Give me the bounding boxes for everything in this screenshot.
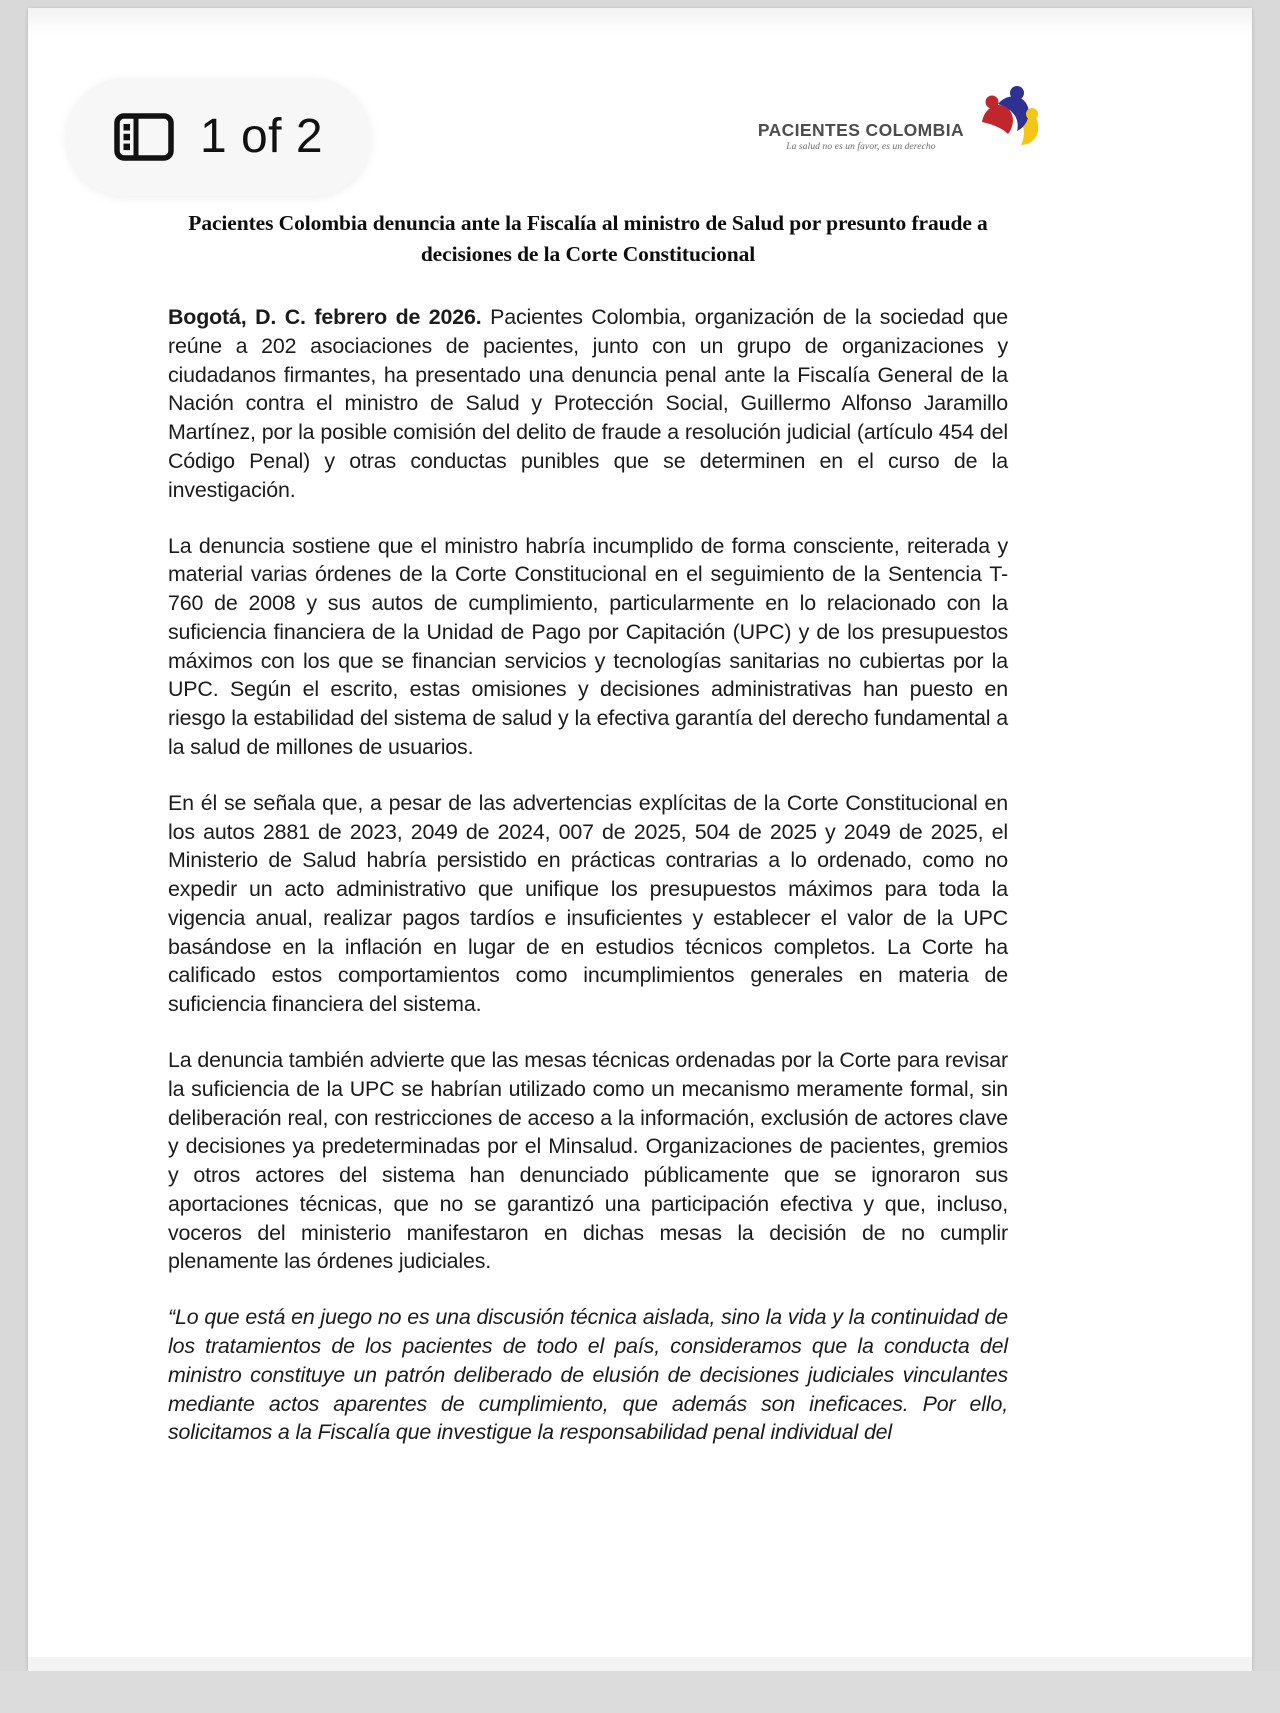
page-indicator-label: 1 of 2 xyxy=(199,110,324,163)
organization-logo xyxy=(758,82,1044,156)
document-body xyxy=(168,208,1008,1447)
people-figures-emblem-icon xyxy=(970,82,1044,156)
paragraph-3: En él se señala que, a pesar de las advertencias explícitas de la Corte Constitucional en los autos 2881 de 2023, 2049 de 2024, 007 de 2025, 504 de 2025 y 2049 de 2025, el Ministerio de Salud habría persistido en prácticas contrarias a lo ordenado, como no expedir un acto administrativo que unifique los presupuestos máximos para toda la vigencia anual, realizar pagos tardíos e insuficientes y establecer el valor de la UPC basándose en la inflación en lugar de en estudios técnicos completos. La Corte ha calificado estos comportamientos como incumplimientos generales en materia de suficiencia financiera del sistema. xyxy=(168,790,1008,1017)
paragraph-5-quote: “Lo que está en juego no es una discusión técnica aislada, sino la vida y la continuidad de los tratamientos de los pacientes de todo el país, consideramos que la conducta del ministro constituye un patrón deliberado de elusión de decisiones judiciales vinculantes mediante actos aparentes de cumplimiento, que además son ineficaces. Por ello, solicitamos a la Fiscalía que investigue la responsabilidad penal individual del xyxy=(168,1305,1008,1445)
viewer-bottom-bar xyxy=(0,1671,1280,1713)
paragraph-1-text: Pacientes Colombia, organización de la sociedad que reúne a 202 asociaciones de pacientes, junto con un grupo de organizaciones y ciudadanos firmantes, ha presentado una denuncia penal ante la Fiscalía General de la Nación contra el ministro de Salud y Protección Social, Guillermo Alfonso Jaramillo Martínez, por la posible comisión del delito de fraude a resolución judicial (artículo 454 del Código Penal) y otras conductas punibles que se determinen en el curso de la investigación. xyxy=(168,305,1008,502)
dateline: Bogotá, D. C. febrero de 2026. xyxy=(168,305,482,330)
page-indicator-pill[interactable] xyxy=(66,78,371,196)
logo-wordmark: PACIENTES COLOMBIA xyxy=(757,120,964,140)
paragraph-2: La denuncia sostiene que el ministro habría incumplido de forma consciente, reiterada y material varias órdenes de la Corte Constitucional en el seguimiento de la Sentencia T-760 de 2008 y sus autos de cumplimiento, particularmente en lo relacionado con la suficiencia financiera de la Unidad de Pago por Capitación (UPC) y de los presupuestos máximos con los que se financian servicios y tecnologías sanitarias no cubiertas por la UPC. Según el escrito, estas omisiones y decisiones administrativas han puesto en riesgo la estabilidad del sistema de salud y la efectiva garantía del derecho fundamental a la salud de millones de usuarios. xyxy=(168,533,1008,759)
logo-text-block xyxy=(758,122,964,156)
page-bottom-edge xyxy=(28,1657,1252,1671)
logo-tagline: La salud no es un favor, es un derecho xyxy=(786,141,936,152)
paragraph-4: La denuncia también advierte que las mesas técnicas ordenadas por la Corte para revisar la suficiencia de la UPC se habrían utilizado como un mecanismo meramente formal, sin deliberación real, con restricciones de acceso a la información, exclusión de actores clave y decisiones ya predeterminadas por el Minsalud. Organizaciones de pacientes, gremios y otros actores del sistema han denunciado públicamente que se ignoraron sus aportaciones técnicas, que no se garantizó una participación efectiva y que, incluso, voceros del ministerio manifestaron en dichas mesas la decisión de no cumplir plenamente las órdenes judiciales. xyxy=(168,1048,1008,1274)
paragraph-1 xyxy=(168,303,1008,504)
sidebar-thumbnails-icon[interactable] xyxy=(114,113,174,161)
document-title: Pacientes Colombia denuncia ante la Fiscalía al ministro de Salud por presunto fraude a decisiones de la Corte Constitucional xyxy=(188,211,988,266)
